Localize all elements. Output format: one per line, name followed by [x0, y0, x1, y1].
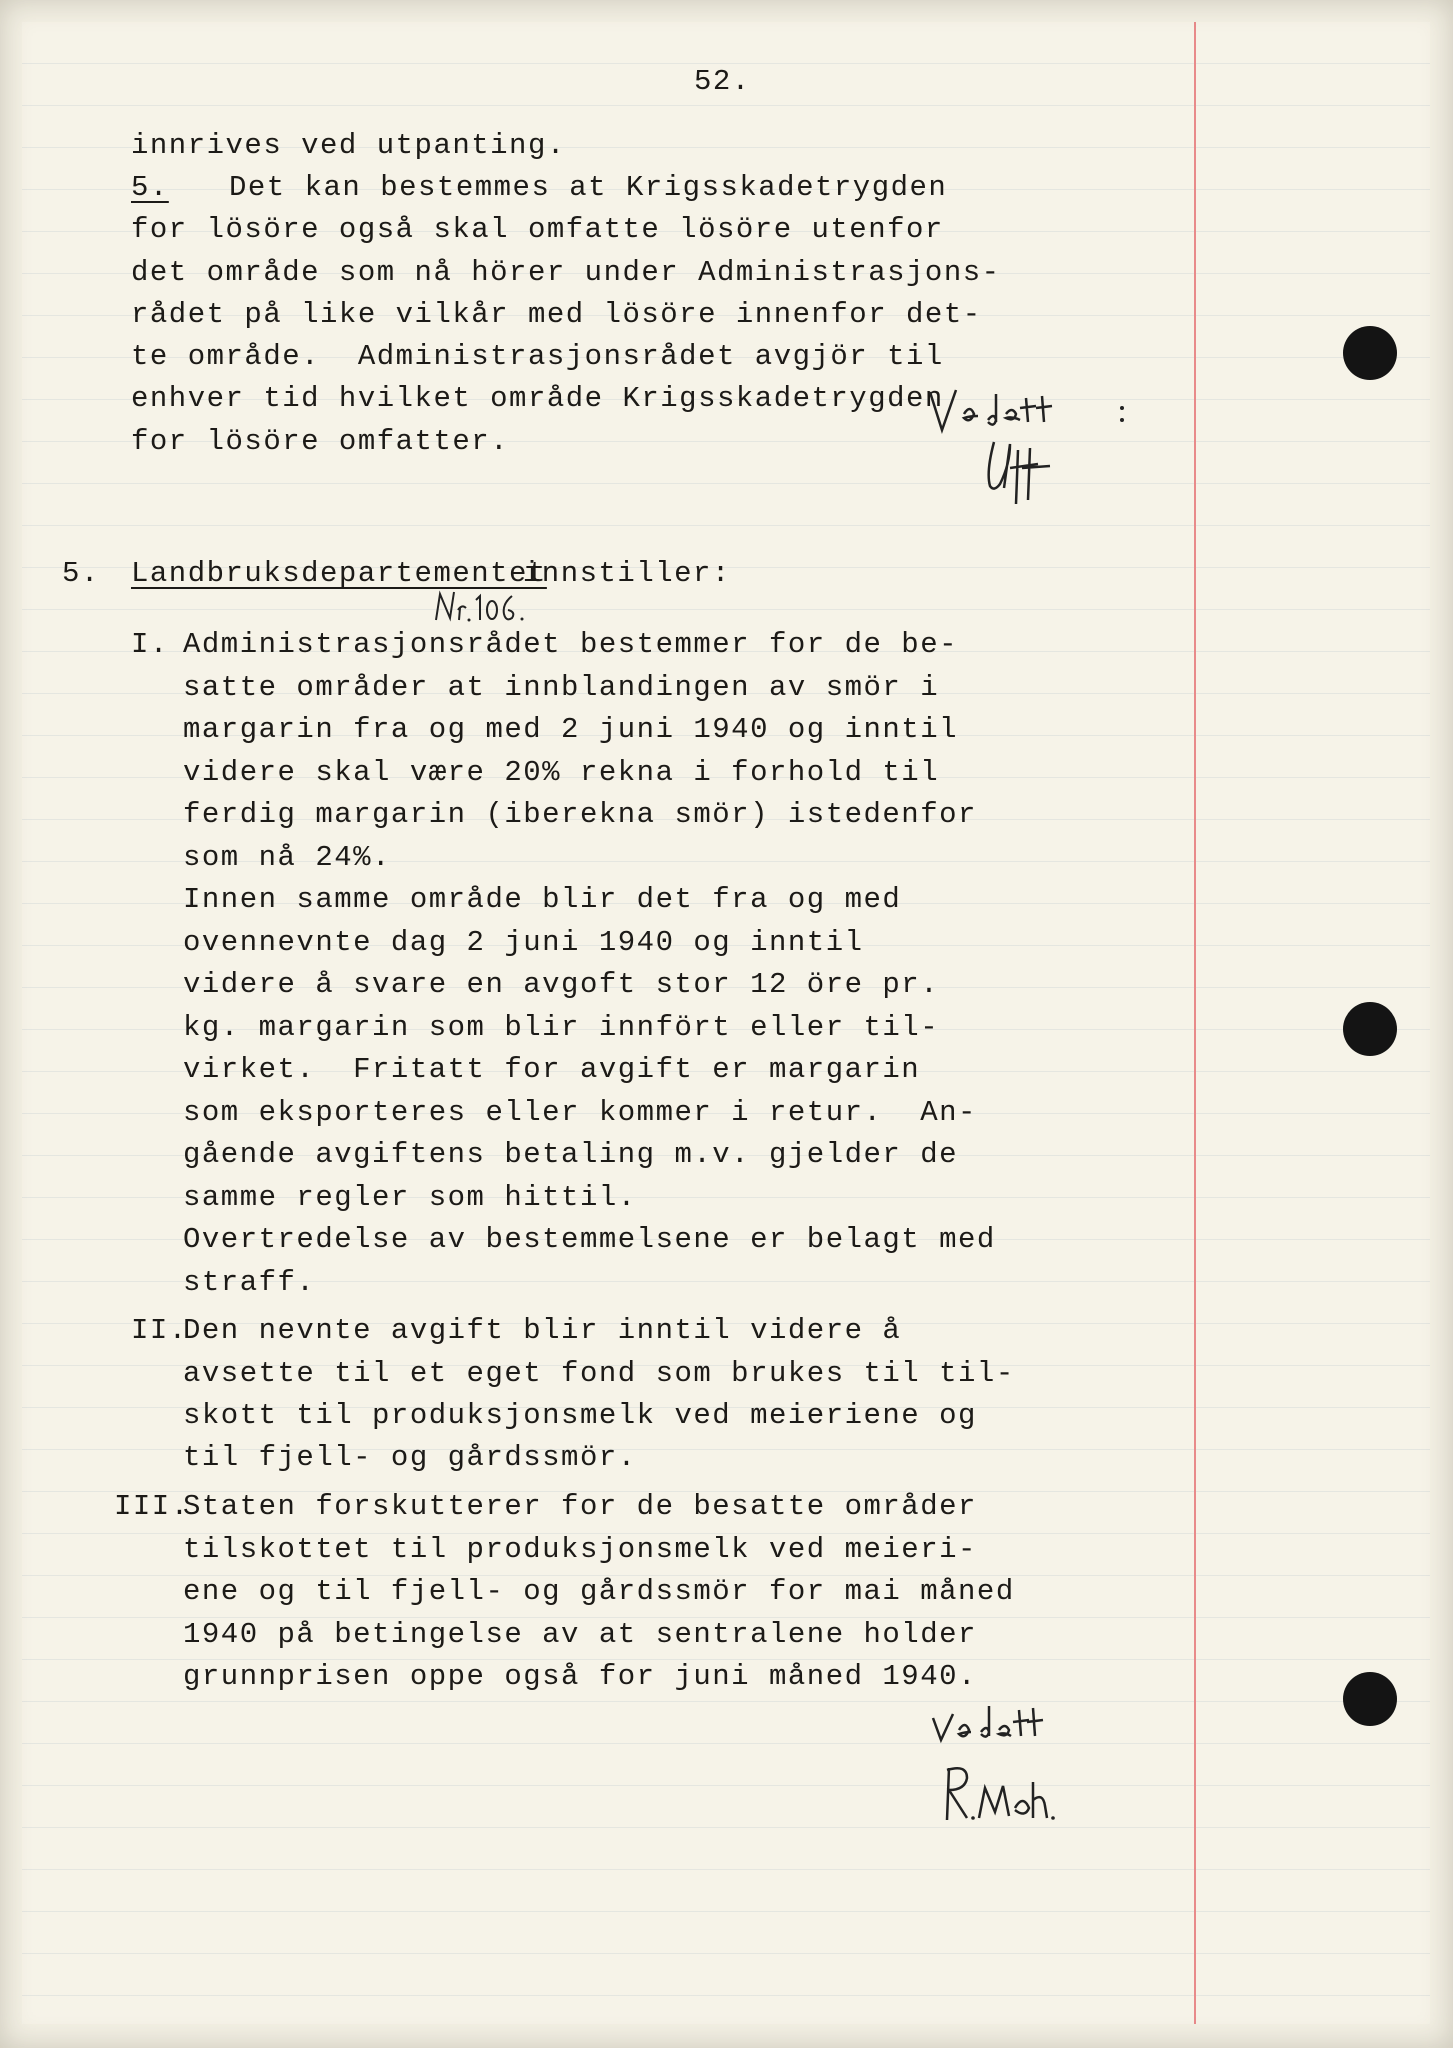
- text-line: straff.: [183, 1266, 316, 1299]
- section-number: 5.: [62, 557, 100, 590]
- text-line: for lösöre også skal omfatte lösöre utenfor: [131, 213, 944, 246]
- text-line: som eksporteres eller kommer i retur. An-: [183, 1096, 977, 1129]
- handwritten-approval: [926, 384, 1126, 519]
- text-line: avsette til et eget fond som brukes til til-: [183, 1357, 1015, 1390]
- text-line: samme regler som hittil.: [183, 1181, 637, 1214]
- text-line: margarin fra og med 2 juni 1940 og inntil: [183, 713, 959, 746]
- text-line: videre skal være 20% rekna i forhold til: [183, 756, 940, 789]
- text-line: gående avgiftens betaling m.v. gjelder de: [183, 1138, 959, 1171]
- text-line: det område som nå hörer under Administrasjons-: [131, 256, 1001, 289]
- handwritten-approval: [929, 1700, 1109, 1845]
- item-marker: III.: [114, 1490, 190, 1523]
- text-line: satte områder at innblandingen av smör i: [183, 671, 940, 704]
- item-marker: II.: [131, 1314, 188, 1347]
- text-line: ene og til fjell- og gårdssmör for mai måned: [183, 1575, 1015, 1608]
- text-line: Den nevnte avgift blir inntil videre å: [183, 1314, 902, 1347]
- text-line: Innen samme område blir det fra og med: [183, 883, 902, 916]
- text-line: 1940 på betingelse av at sentralene holder: [183, 1618, 977, 1651]
- text-line: til fjell- og gårdssmör.: [183, 1441, 637, 1474]
- section-heading-suffix: innstiller:: [504, 557, 731, 590]
- section-heading: Landbruksdepartementet: [131, 557, 547, 590]
- text-line: Administrasjonsrådet bestemmer for de be-: [183, 628, 959, 661]
- text-line: skott til produksjonsmelk ved meieriene og: [183, 1399, 977, 1432]
- text-line: rådet på like vilkår med lösöre innenfor det-: [131, 298, 982, 331]
- text-line: innrives ved utpanting.: [131, 129, 566, 162]
- text-line: Det kan bestemmes at Krigsskadetrygden: [229, 171, 948, 204]
- text-line: grunnprisen oppe også for juni måned 1940.: [183, 1660, 977, 1693]
- item-marker: I.: [131, 628, 169, 661]
- margin-line: [1194, 22, 1196, 2024]
- text-line: ferdig margarin (iberekna smör) istedenfor: [183, 798, 977, 831]
- punch-hole: [1343, 326, 1397, 380]
- text-line: ovennevnte dag 2 juni 1940 og inntil: [183, 926, 864, 959]
- punch-hole: [1343, 1672, 1397, 1726]
- text-line: Overtredelse av bestemmelsene er belagt med: [183, 1223, 996, 1256]
- text-line: virket. Fritatt for avgift er margarin: [183, 1053, 921, 1086]
- text-line: Staten forskutterer for de besatte områder: [183, 1490, 977, 1523]
- text-line: tilskottet til produksjonsmelk ved meieri-: [183, 1533, 977, 1566]
- page-number: 52.: [694, 65, 751, 98]
- text-line: kg. margarin som blir innfört eller til-: [183, 1011, 940, 1044]
- text-line: te område. Administrasjonsrådet avgjör til: [131, 340, 944, 373]
- item-number: 5.: [131, 171, 169, 204]
- punch-hole: [1343, 1002, 1397, 1056]
- text-line: videre å svare en avgoft stor 12 öre pr.: [183, 968, 940, 1001]
- text-line: for lösöre omfatter.: [131, 425, 510, 458]
- text-line: som nå 24%.: [183, 841, 391, 874]
- text-line: enhver tid hvilket område Krigsskadetrygden: [131, 382, 944, 415]
